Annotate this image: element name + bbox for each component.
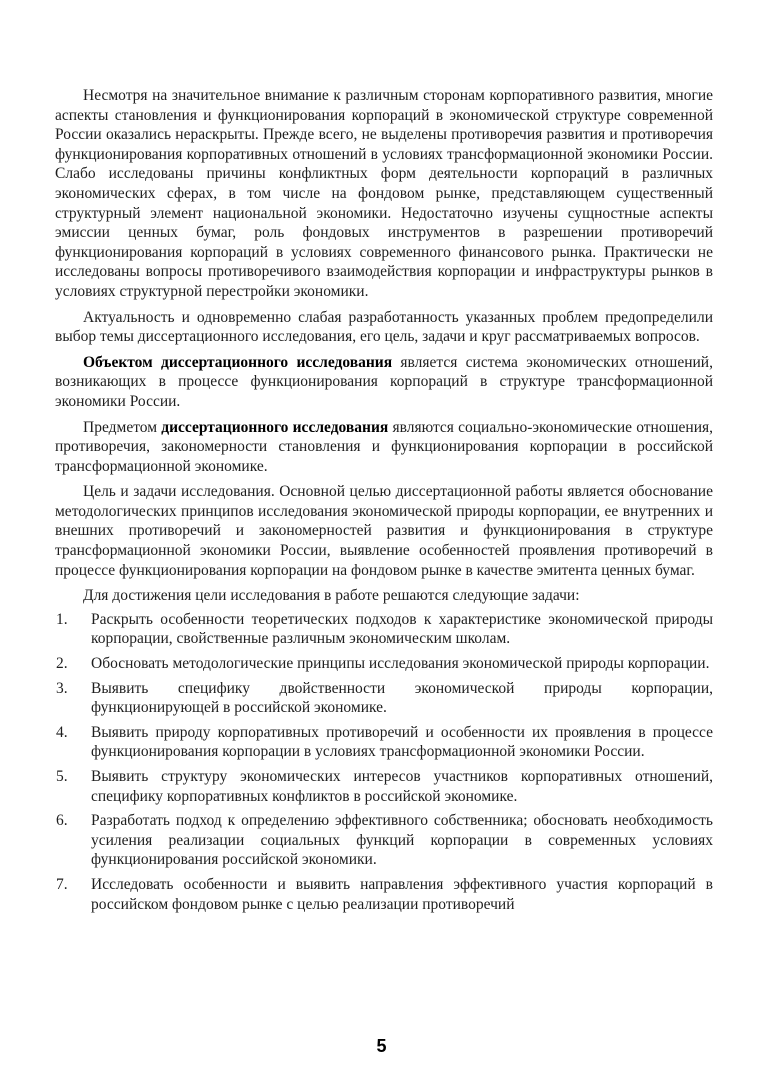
list-item-number: 4. <box>56 723 68 741</box>
list-item <box>55 875 713 914</box>
list-item-text: Раскрыть особенности теоретических подходов к характеристике экономической природы корпорации, свойственные различным экономическим школам. <box>91 610 713 648</box>
list-item-text: Выявить специфику двойственности экономической природы корпорации, функционирующей в российской экономике. <box>91 679 713 717</box>
list-item-number: 2. <box>56 655 68 673</box>
list-item <box>55 811 713 870</box>
subject-text: являются социально-экономические отношения, противоречия, закономерности становления и функционирования корпорации в российской трансформационной экономике. <box>55 418 713 475</box>
object-text: является система экономических отношений, возникающих в процессе функционирования корпораций в структуре трансформационной экономики России. <box>55 353 713 410</box>
list-item <box>55 767 713 806</box>
list-item <box>55 610 713 649</box>
tasks-list <box>55 610 713 914</box>
tasks-intro: Для достижения цели исследования в работе решаются следующие задачи: <box>83 587 580 605</box>
list-item-number: 7. <box>56 875 68 893</box>
page-number: 5 <box>376 1036 387 1056</box>
list-item-text: Разработать подход к определению эффективного собственника; обосновать необходимость усиления реализации социальных функций корпорации в современных условиях функционирования российской экономики. <box>91 812 713 869</box>
list-item <box>55 654 713 674</box>
list-item-number: 1. <box>56 610 68 628</box>
list-item-text: Исследовать особенности и выявить направления эффективного участия корпораций в российском фондовом рынке с целью реализации противоречий <box>91 875 713 913</box>
paragraph-goal: Цель и задачи исследования. Основной целью диссертационной работы является обоснование методологических принципов исследования экономической природы корпорации, ее внутренних и внешних противоречий и закономерностей развития и функционирования в структуре трансформационной экономики России, выявление особенностей проявления противоречий в процессе функционирования корпорации на фондовом рынке в качестве эмитента ценных бумаг. <box>55 483 713 579</box>
object-term: Объектом диссертационного исследования <box>83 353 393 371</box>
paragraph-object <box>55 353 713 412</box>
paragraph-intro: Несмотря на значительное внимание к различным сторонам корпоративного развития, многие аспекты становления и функционирования корпораций в экономической структуре современной России оказались нераскрыты. Прежде всего, не выделены противоречия развития и противоречия функционирования корпоративных отношений в условиях трансформационной экономики России. Слабо исследованы причины конфликтных форм деятельности корпораций в различных экономических сферах, в том числе на фондовом рынке, представляющем существенный структурный элемент национальной экономики. Недостаточно изучены сущностные аспекты эмиссии ценных бумаг, роль фондовых инструментов в разрешении противоречий функционирования корпораций в условиях современного финансового рынка. Практически не исследованы вопросы противоречивого взаимодействия корпорации и инфраструктуры рынков в условиях структурной перестройки экономики. <box>55 87 713 300</box>
list-item-number: 5. <box>56 768 68 785</box>
document-page <box>55 86 713 919</box>
paragraph-relevance: Актуальность и одновременно слабая разработанность указанных проблем предопределили выбор темы диссертационного исследования, его цель, задачи и круг рассматриваемых вопросов. <box>55 308 713 346</box>
list-item-number: 6. <box>56 812 68 830</box>
list-item-text: Выявить структуру экономических интересов участников корпоративных отношений, специфику корпоративных конфликтов в российской экономике. <box>91 768 713 805</box>
list-item <box>55 723 713 762</box>
list-item-number: 3. <box>56 679 68 697</box>
paragraph-subject <box>55 418 713 477</box>
subject-prefix: Предметом <box>83 418 162 436</box>
subject-term: диссертационного исследования <box>161 418 389 436</box>
list-item-text: Выявить природу корпоративных противоречий и особенности их проявления в процессе функционирования корпорации в условиях трансформационной экономики России. <box>91 723 713 761</box>
list-item-text: Обосновать методологические принципы исследования экономической природы корпорации. <box>91 655 710 673</box>
list-item <box>55 679 713 718</box>
